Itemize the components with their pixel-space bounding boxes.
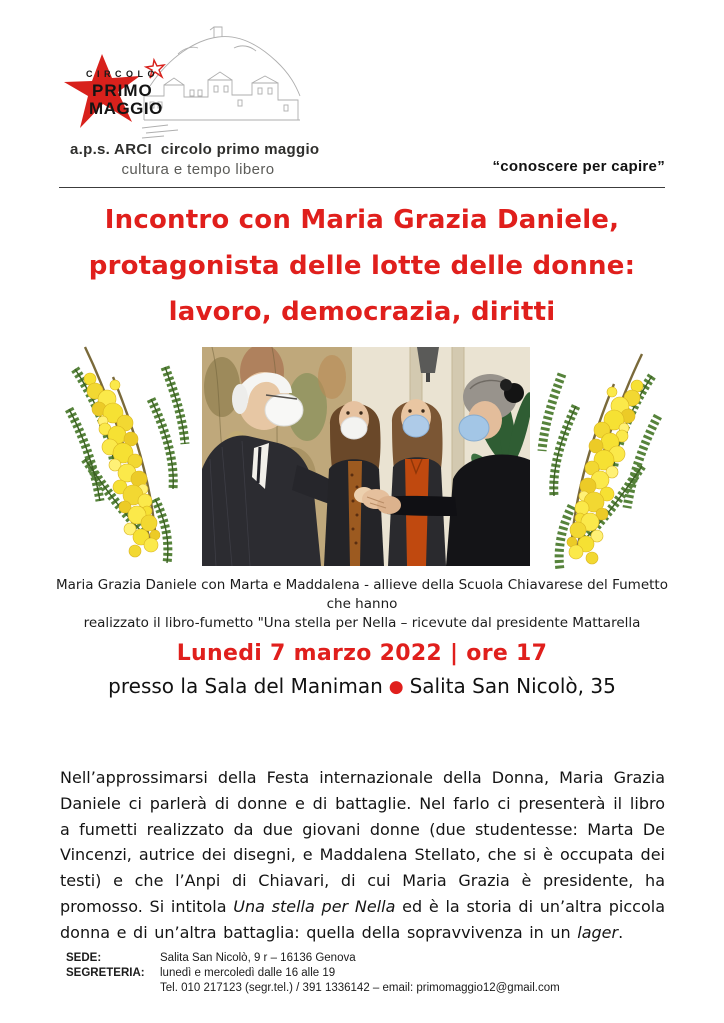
footer-contact-block xyxy=(66,951,560,996)
figure-young-woman-2 xyxy=(388,399,446,566)
red-bullet-icon: ● xyxy=(388,677,404,697)
description-seg2: ed è la storia di un’altra piccola donna e di un’altra battaglia: quella della sopravvivenza in un xyxy=(60,896,666,942)
footer-value-contacts: Tel. 010 217123 (segr.tel.) / 391 1336142 – email: primomaggio12@gmail.com xyxy=(160,982,560,994)
word-lager: lager xyxy=(577,922,619,942)
event-title-line3: lavoro, democrazia, diritti xyxy=(168,297,556,327)
motto: “conoscere per capire” xyxy=(492,158,665,175)
circolo-primo-maggio-logo xyxy=(62,52,232,134)
photo-caption xyxy=(55,576,669,633)
footer-value-segreteria: lunedì e mercoledì dalle 16 alle 19 xyxy=(160,967,336,979)
mattarella-meeting-photo xyxy=(202,347,530,566)
event-title-line1: Incontro con Maria Grazia Daniele, xyxy=(104,205,620,235)
mimosa-branch-right xyxy=(527,346,672,578)
mimosa-branch-left xyxy=(55,339,200,571)
event-title xyxy=(38,197,686,335)
book-title: Una stella per Nella xyxy=(233,896,396,916)
event-location xyxy=(0,674,724,698)
logo-text-primo: PRIMO xyxy=(92,81,153,100)
event-date: Lunedi 7 marzo 2022 | ore 17 xyxy=(176,641,548,666)
footer-label-sede: SEDE: xyxy=(66,952,102,964)
footer-label-segreteria: SEGRETERIA: xyxy=(66,967,145,979)
figure-young-woman-1 xyxy=(324,401,384,566)
event-description xyxy=(60,765,665,946)
logo-text-maggio: MAGGIO xyxy=(89,99,163,118)
footer-label-empty xyxy=(66,981,160,996)
association-tagline: cultura e tempo libero xyxy=(121,161,275,178)
event-title-line2: protagonista delle lotte delle donne: xyxy=(88,251,636,281)
association-name: a.p.s. ARCI circolo primo maggio xyxy=(70,141,320,158)
header-divider xyxy=(59,187,665,188)
event-location-prefix: presso la Sala del Maniman xyxy=(108,674,383,698)
photo-caption-line2: realizzato il libro-fumetto "Una stella per Nella – ricevute dal presidente Mattarella xyxy=(83,615,641,631)
description-seg3: . xyxy=(618,922,624,942)
event-location-suffix: Salita San Nicolò, 35 xyxy=(409,674,616,698)
photo-caption-line1: Maria Grazia Daniele con Marta e Maddalena - allieve della Scuola Chiavarese del Fumetto che hanno xyxy=(56,577,668,612)
description-seg1: Nell’approssimarsi della Festa internazionale della Donna, Maria Grazia Daniele ci parlerà di donne e di battaglie. Nel farlo ci presenterà il libro a fumetti realizzato da due giovani donne (due studentesse: Marta De Vincenzi, autrice dei disegni, e Maddalena Stellato, che si è occupata dei testi) e che l’Anpi di Chiavari, di cui Maria Grazia è presidente, ha promosso. Si intitola xyxy=(60,768,665,916)
logo-text-circolo: CIRCOLO xyxy=(86,69,159,79)
footer-value-sede: Salita San Nicolò, 9 r – 16136 Genova xyxy=(160,952,356,964)
